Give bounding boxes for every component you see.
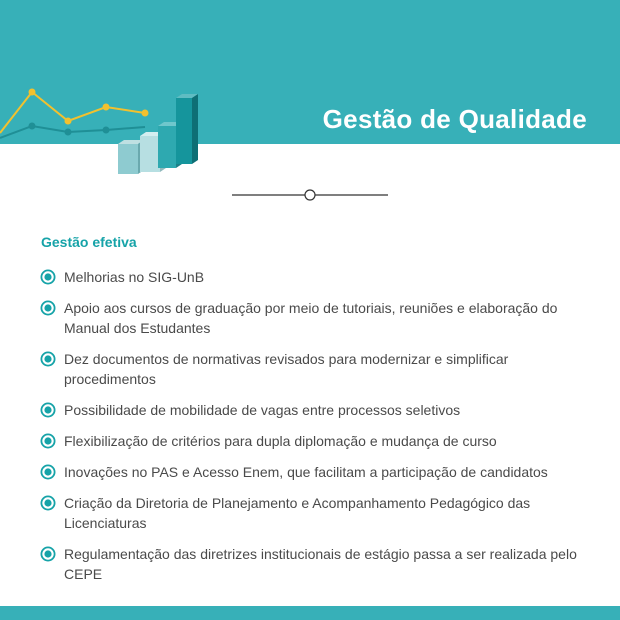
achievements-list <box>40 267 590 595</box>
list-item-text: Inovações no PAS e Acesso Enem, que facilitam a participação de candidatos <box>64 464 548 480</box>
radio-bullet-icon <box>40 495 56 511</box>
divider <box>230 186 390 204</box>
list-item <box>40 431 590 451</box>
radio-bullet-icon <box>40 433 56 449</box>
radio-bullet-icon <box>40 300 56 316</box>
page-title: Gestão de Qualidade <box>322 104 587 134</box>
section-title: Gestão efetiva <box>41 234 137 250</box>
list-item <box>40 462 590 482</box>
bar-chart-growth-icon <box>0 80 210 180</box>
list-item <box>40 267 590 287</box>
list-item <box>40 544 590 584</box>
radio-bullet-icon <box>40 351 56 367</box>
footer-bar <box>0 606 620 620</box>
list-item-text: Regulamentação das diretrizes institucionais de estágio passa a ser realizada pelo CEPE <box>64 546 577 582</box>
radio-bullet-icon <box>40 464 56 480</box>
list-item <box>40 493 590 533</box>
radio-bullet-icon <box>40 269 56 285</box>
list-item-text: Dez documentos de normativas revisados para modernizar e simplificar procedimentos <box>64 351 509 387</box>
list-item <box>40 349 590 389</box>
list-item-text: Criação da Diretoria de Planejamento e Acompanhamento Pedagógico das Licenciaturas <box>64 495 531 531</box>
header-banner <box>0 0 620 144</box>
list-item-text: Flexibilização de critérios para dupla diplomação e mudança de curso <box>64 433 497 449</box>
list-item-text: Apoio aos cursos de graduação por meio de tutoriais, reuniões e elaboração do Manual dos Estudantes <box>64 300 558 336</box>
list-item-text: Possibilidade de mobilidade de vagas entre processos seletivos <box>64 402 461 418</box>
radio-bullet-icon <box>40 546 56 562</box>
list-item <box>40 400 590 420</box>
list-item <box>40 298 590 338</box>
radio-bullet-icon <box>40 402 56 418</box>
list-item-text: Melhorias no SIG-UnB <box>64 269 205 285</box>
